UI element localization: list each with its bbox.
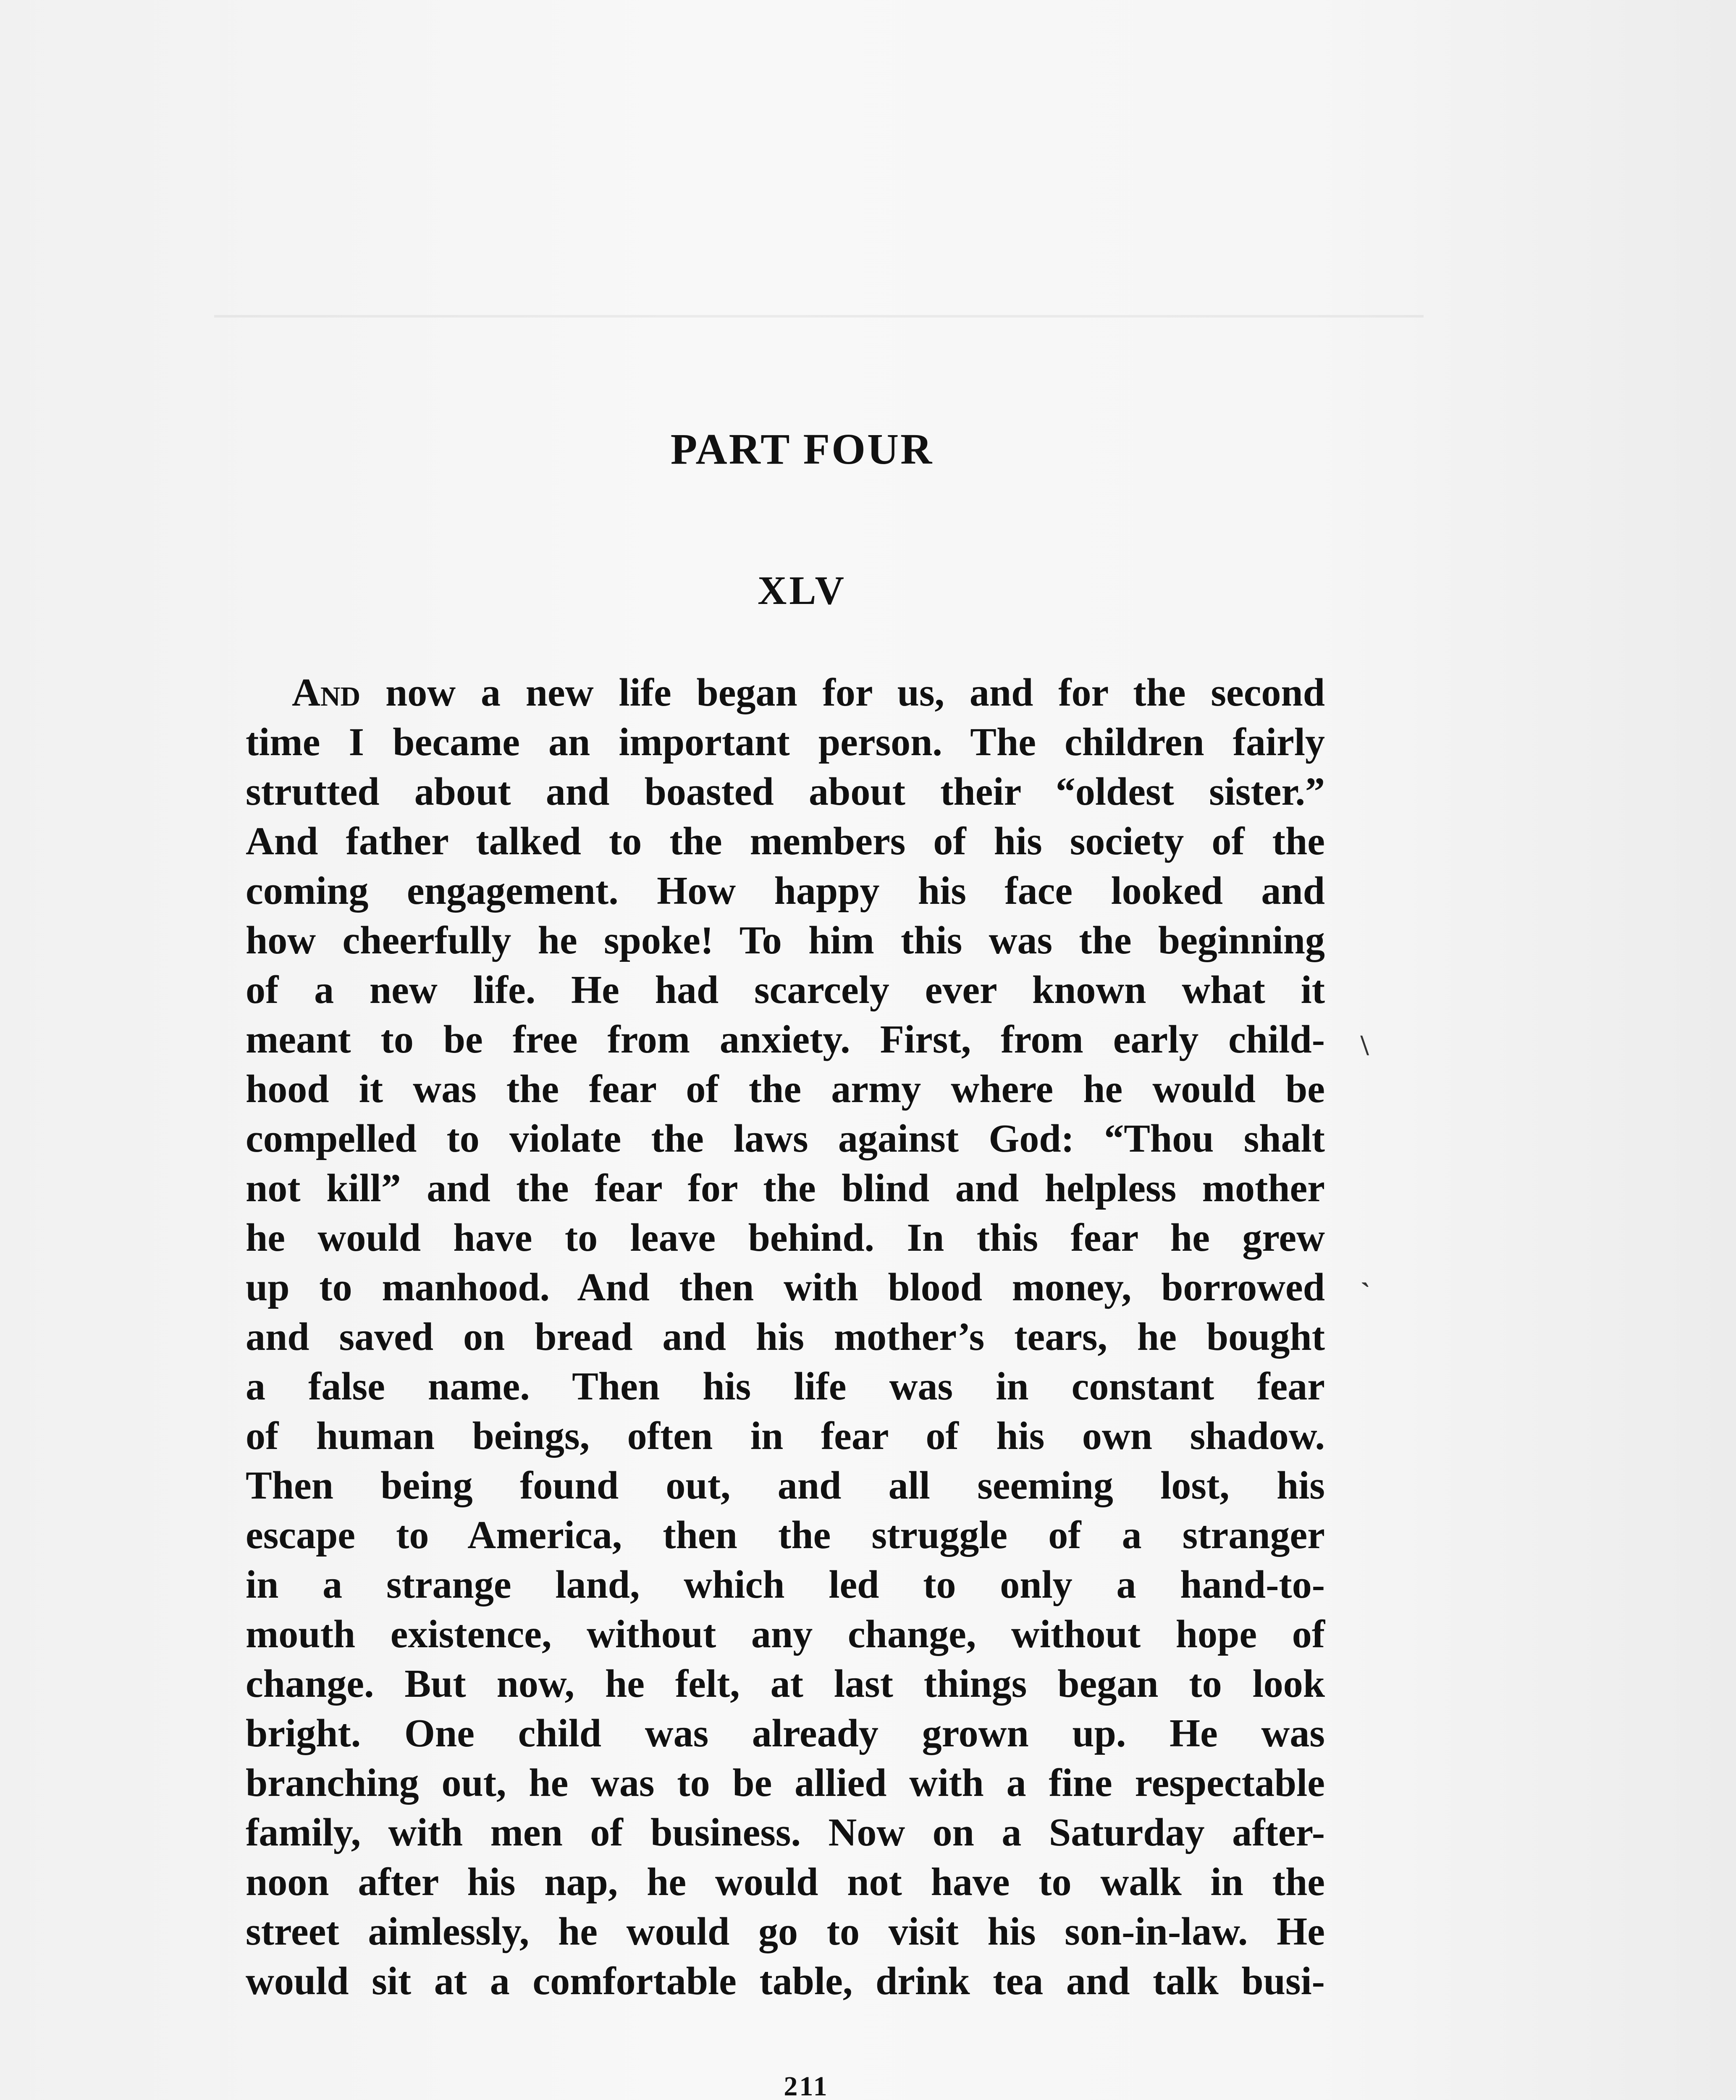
- text-line-22: bright. One child was already grown up. He was: [246, 1712, 1325, 1755]
- text-line-6: how cheerfully he spoke! To him this was the beginning: [246, 919, 1325, 962]
- margin-tick-mark: `: [1361, 1277, 1371, 1310]
- text-line-1-rest: now a new life began for us, and for the second: [360, 671, 1325, 714]
- text-line-18: escape to America, then the struggle of a stranger: [246, 1513, 1325, 1557]
- page-number: 211: [784, 2071, 829, 2100]
- text-line-15: a false name. Then his life was in constant fear: [246, 1365, 1325, 1408]
- lead-word: And: [292, 671, 361, 714]
- text-line-8: meant to be free from anxiety. First, from early child-: [246, 1018, 1325, 1061]
- text-line-10: compelled to violate the laws against God: “Thou shalt: [246, 1117, 1325, 1160]
- text-line-11: not kill” and the fear for the blind and helpless mother: [246, 1166, 1325, 1210]
- body-paragraph: [246, 668, 1325, 2006]
- text-line-2: time I became an important person. The children fairly: [246, 720, 1325, 764]
- text-line-21: change. But now, he felt, at last things began to look: [246, 1662, 1325, 1706]
- text-line-5: coming engagement. How happy his face looked and: [246, 869, 1325, 913]
- part-title: PART FOUR: [670, 425, 934, 473]
- text-line-13: up to manhood. And then with blood money, borrowed: [246, 1265, 1325, 1309]
- text-line-9: hood it was the fear of the army where he would be: [246, 1067, 1325, 1111]
- text-line-12: he would have to leave behind. In this fear he grew: [246, 1216, 1325, 1260]
- text-line-4: And father talked to the members of his society of the: [246, 819, 1325, 863]
- text-line-19: in a strange land, which led to only a hand-to-: [246, 1563, 1325, 1606]
- text-line-14: and saved on bread and his mother’s tears, he bought: [246, 1315, 1325, 1359]
- text-line-23: branching out, he was to be allied with a fine respectable: [246, 1761, 1325, 1805]
- text-line-25: noon after his nap, he would not have to walk in the: [246, 1860, 1325, 1904]
- text-line-24: family, with men of business. Now on a Saturday after-: [246, 1811, 1325, 1854]
- text-line-26: street aimlessly, he would go to visit his son-in-law. He: [246, 1910, 1325, 1953]
- text-line-7: of a new life. He had scarcely ever known what it: [246, 968, 1325, 1012]
- text-line-17: Then being found out, and all seeming lost, his: [246, 1464, 1325, 1507]
- text-line-16: of human beings, often in fear of his own shadow.: [246, 1414, 1325, 1458]
- text-line-1: [246, 668, 1325, 717]
- chapter-title: XLV: [758, 568, 847, 613]
- text-line-20: mouth existence, without any change, without hope of: [246, 1612, 1325, 1656]
- margin-tick-mark: \: [1361, 1029, 1369, 1062]
- text-line-27: would sit at a comfortable table, drink tea and talk busi-: [246, 1959, 1325, 2003]
- text-line-3: strutted about and boasted about their “oldest sister.”: [246, 770, 1325, 814]
